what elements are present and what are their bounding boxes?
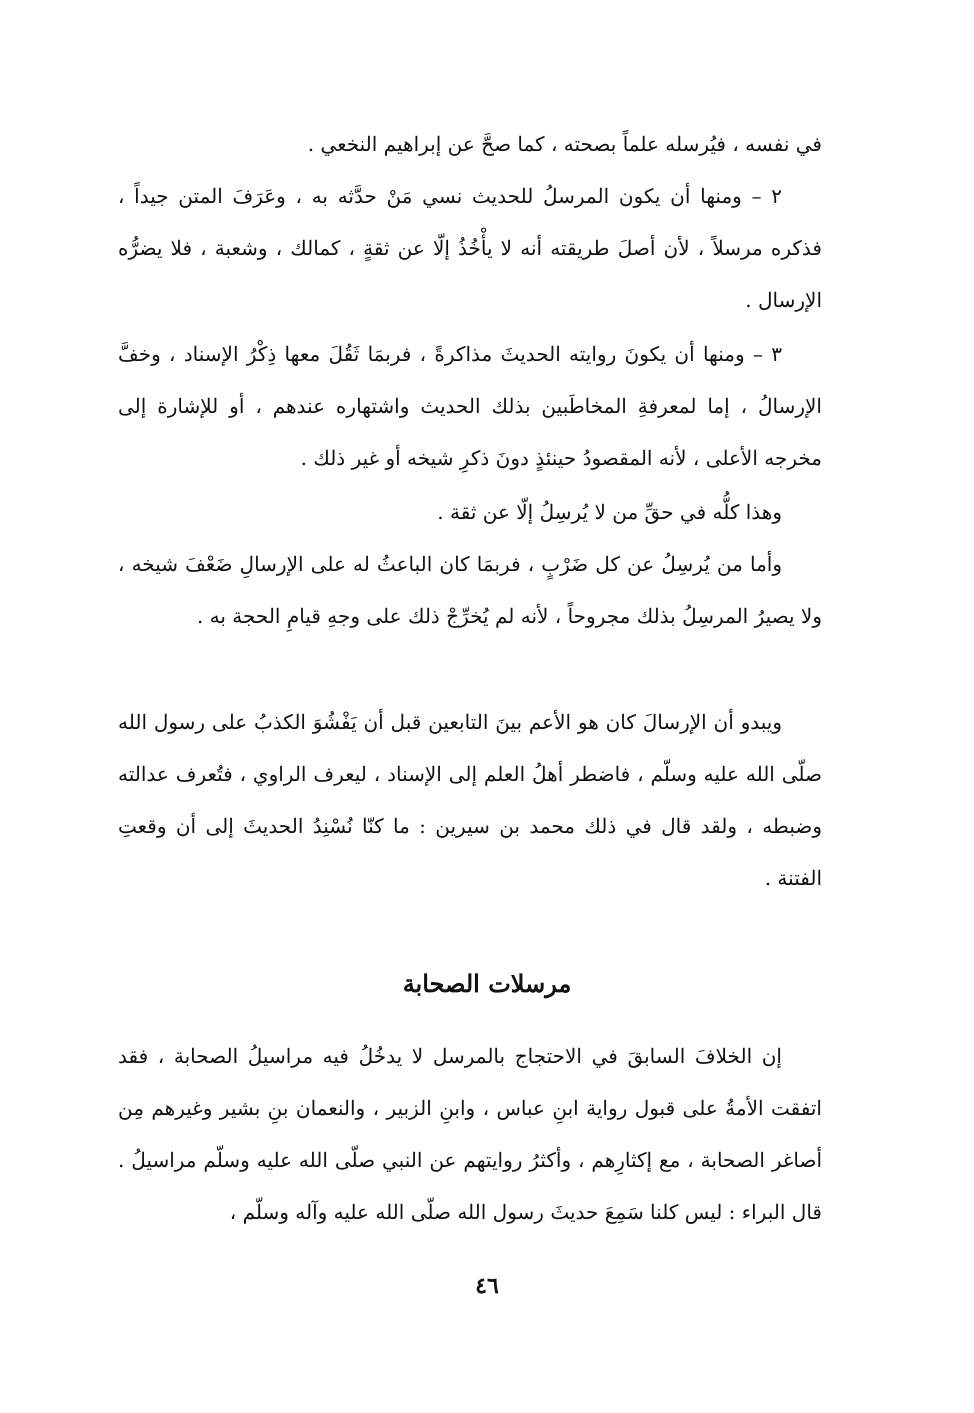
- page-number: ٤٦: [475, 1273, 499, 1299]
- paragraph-point-2: ٢ – ومنها أن يكون المرسلُ للحديث نسي مَنْ حدَّثه به ، وعَرَفَ المتن جيداً ، فذكره مرسلاً ، لأن أصلَ طريقته أنه لا يأْخُذُ إلّا عن ثقةٍ ، كمالك ، وشعبة ، فلا يضرُّه الإرسال .: [118, 184, 822, 312]
- section-heading: مرسلات الصحابة: [402, 969, 572, 998]
- paragraph-point-3: ٣ – ومنها أن يكونَ روايته الحديثَ مذاكرةً ، فربمَا ثَقُلَ معها ذِكْرُ الإسناد ، وخفَّ الإرسالُ ، إما لمعرفةِ المخاطَبين بذلك الحديث واشتهاره عندهم ، أو للإشارة إلى مخرجه الأعلى ، لأنه المقصودُ حينئذٍ دونَ ذكرِ شيخه أو غير ذلك .: [118, 342, 822, 470]
- paragraph-continuation: في نفسه ، فيُرسله علماً بصحته ، كما صحَّ عن إبراهيم النخعي .: [307, 132, 822, 156]
- paragraph-weak-sender: وأما من يُرسِلُ عن كل ضَرْبٍ ، فربمَا كان الباعثُ له على الإرسالِ ضَعْفَ شيخه ، ولا يصيرُ المرسِلُ بذلك مجروحاً ، لأنه لم يُخرِّجْ ذلك على وجهِ قيامِ الحجة به .: [118, 552, 822, 628]
- paragraph-tabiin: ويبدو أن الإرسالَ كان هو الأعم بينَ التابعين قبل أن يَفْشُوَ الكذبُ على رسول الله صلّى الله عليه وسلّم ، فاضطر أهلُ العلم إلى الإسناد ، ليعرف الراوي ، فتُعرف عدالته وضبطه ، ولقد قال في ذلك محمد بن سيرين : ما كنّا نُسْنِدُ الحديثَ إلى أن وقعتِ الفتنة .: [118, 710, 822, 890]
- paragraph-summary: وهذا كلُّه في حقِّ من لا يُرسِلُ إلّا عن ثقة .: [437, 500, 782, 524]
- paragraph-companions: إن الخلافَ السابقَ في الاحتجاج بالمرسل لا يدخُلُ فيه مراسيلُ الصحابة ، فقد اتفقت الأمةُ على قبول رواية ابنِ عباس ، وابنِ الزبير ، والنعمان بنِ بشير وغيرهم مِن أصاغر الصحابة ، مع إكثارِهم ، وأكثرُ روايتهم عن النبي صلّى الله عليه وسلّم مراسيلُ . قال البراء : ليس كلنا سَمِعَ حديثَ رسول الله صلّى الله عليه وآله وسلّم ،: [118, 1044, 822, 1224]
